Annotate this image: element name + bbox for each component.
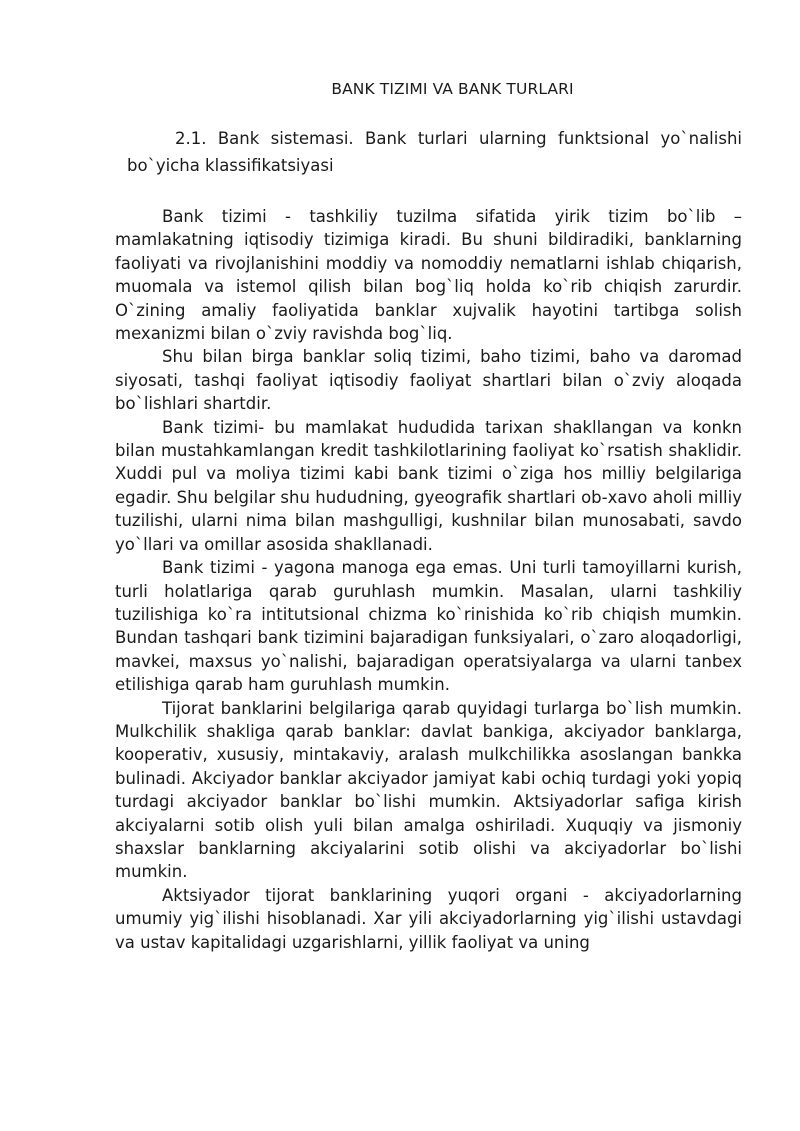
paragraph: Tijorat banklarini belgilariga qarab quyidagi turlarga bo`lish mumkin. Mulkchilik shakliga qarab banklar: davlat bankiga, akciyador banklarga, kooperativ, xususiy, mintakaviy, aralash mulkchilikka asoslangan bankka bulinadi. Akciyador banklar akciyador jamiyat kabi ochiq turdagi yoki yopiq turdagi akciyador banklar bo`lishi mumkin. Aktsiyadorlar safiga kirish akciyalarni sotib olish yuli bilan amalga oshiriladi. Xuquqiy va jismoniy shaxslar banklarning akciyalarini sotib olishi va akciyadorlar bo`lishi mumkin. bbox=[115, 698, 742, 882]
body-text bbox=[115, 205, 742, 954]
paragraph: Shu bilan birga banklar soliq tizimi, baho tizimi, baho va daromad siyosati, tashqi faoliyat iqtisodiy faoliyat shartlari bilan o`zviy aloqada bo`lishlari shartdir. bbox=[115, 347, 742, 414]
paragraph: Aktsiyador tijorat banklarining yuqori organi - akciyadorlarning umumiy yig`ilishi hisoblanadi. Xar yili akciyadorlarning yig`ilishi ustavdagi va ustav kapitalidagi uzgarishlarni, yillik faoliyat va uning bbox=[115, 885, 742, 952]
page-title: BANK TIZIMI VA BANK TURLARI bbox=[331, 80, 574, 98]
paragraph: Bank tizimi - yagona manoga ega emas. Uni turli tamoyillarni kurish, turli holatlariga qarab guruhlash mumkin. Masalan, ularni tashkiliy tuzilishiga ko`ra intitutsional chizma ko`rinishida ko`rib chiqish mumkin. Bundan tashqari bank tizimini bajaradigan funksiyalari, o`zaro aloqadorligi, mavkei, maxsus yo`nalishi, bajaradigan operatsiyalarga va ularni tanbex etilishiga qarab ham guruhlash mumkin. bbox=[115, 558, 742, 695]
paragraph: Bank tizimi - tashkiliy tuzilma sifatida yirik tizim bo`lib – mamlakatning iqtisodiy tizimiga kiradi. Bu shuni bildiradiki, banklarning faoliyati va rivojlanishini moddiy va nomoddiy nematlarni ishlab chiqarish, muomala va istemol qilish bilan bog`liq holda ko`rib chiqish zarurdir. O`zining amaliy faoliyatida banklar xujvalik hayotini tartibga solish mexanizmi bilan o`zviy ravishda bog`liq. bbox=[115, 207, 742, 344]
paragraph: Bank tizimi- bu mamlakat hududida tarixan shakllangan va konkn bilan mustahkamlangan kredit tashkilotlarining faoliyat ko`rsatish shaklidir. Xuddi pul va moliya tizimi kabi bank tizimi o`ziga hos milliy belgilariga egadir. Shu belgilar shu hududning, gyeografik shartlari ob-xavo aholi milliy tuzilishi, ularni nima bilan mashgulligi, kushnilar bilan munosabati, savdo yo`llari va omillar asosida shakllanadi. bbox=[115, 417, 742, 554]
document-page bbox=[115, 76, 742, 954]
section-heading: 2.1. Bank sistemasi. Bank turlari ularning funktsional yo`nalishi bo`yicha klassifikatsiyasi bbox=[127, 129, 742, 175]
